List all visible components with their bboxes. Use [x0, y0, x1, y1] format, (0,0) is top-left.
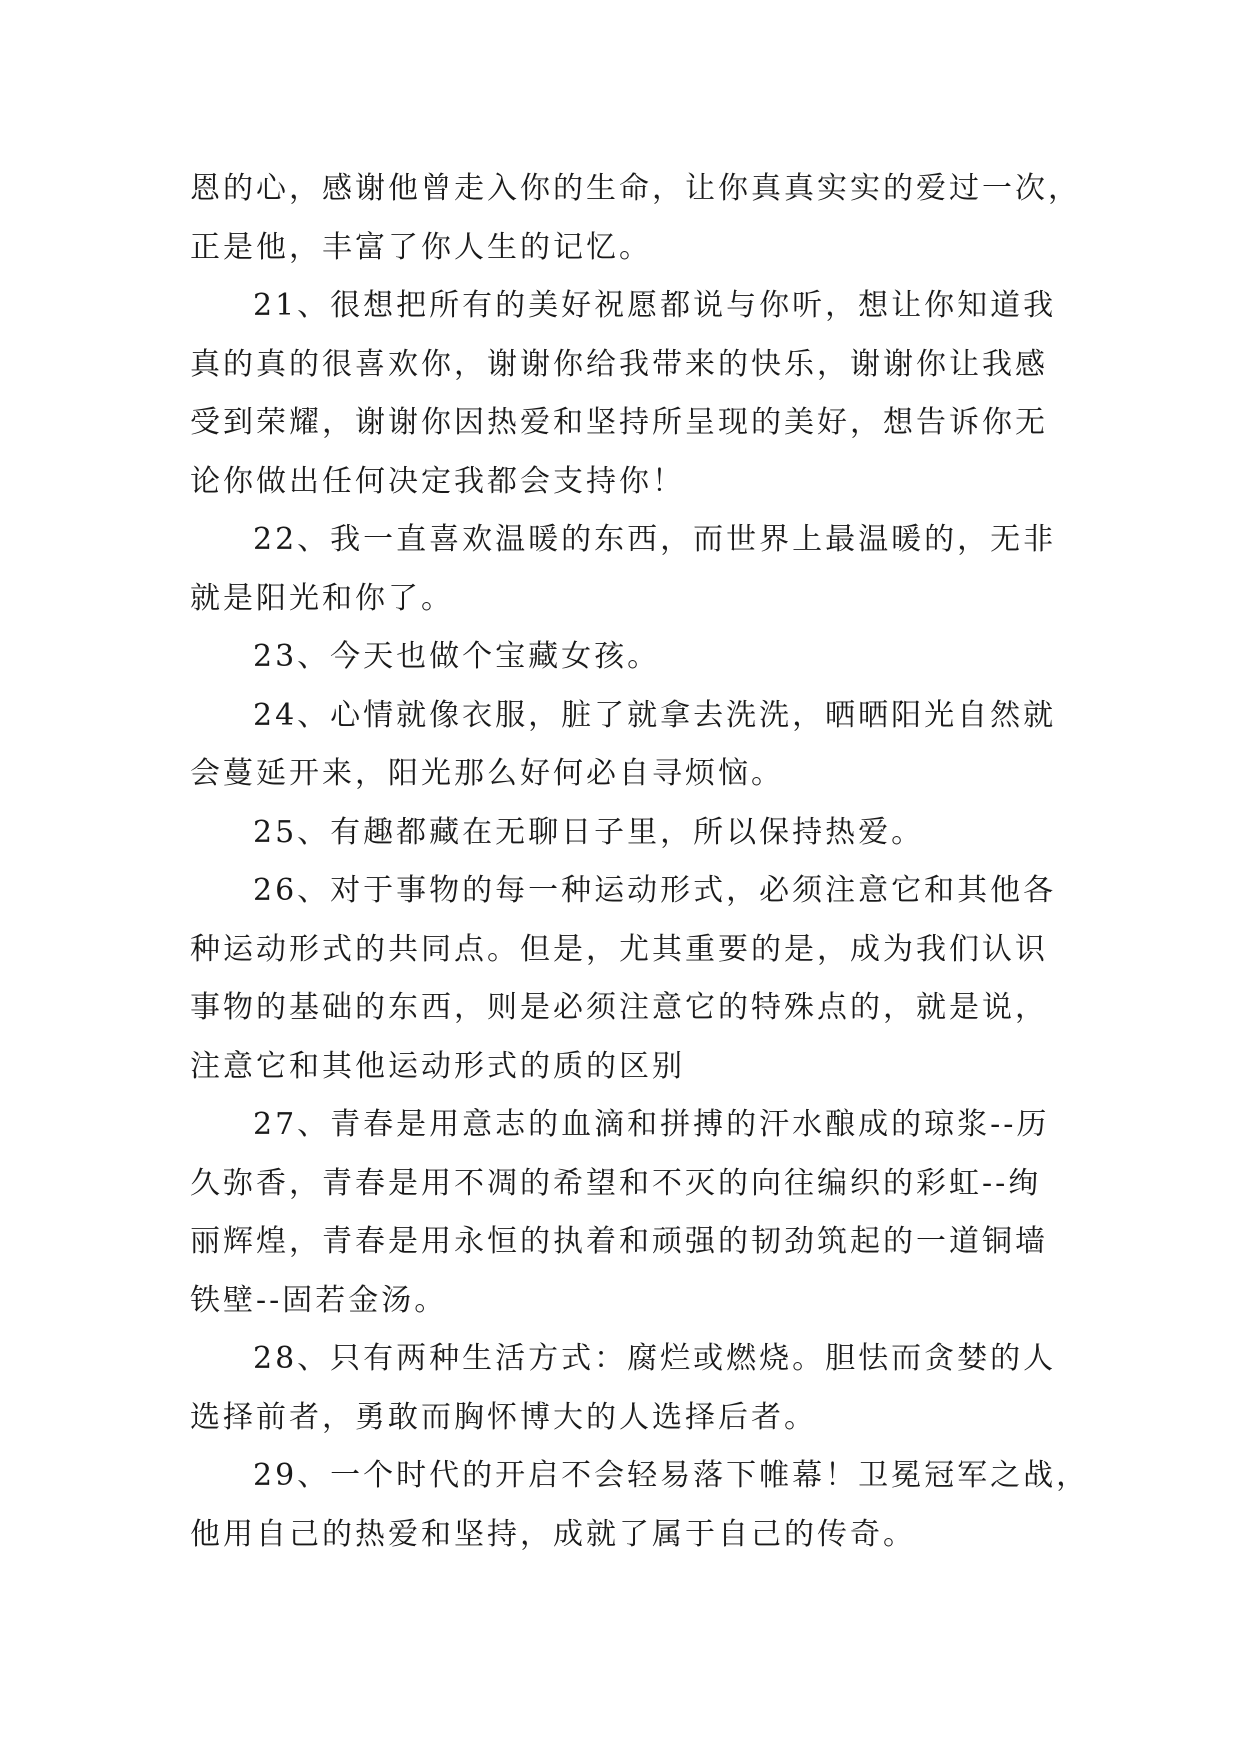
text-line: 选择前者，勇敢而胸怀博大的人选择后者。 — [190, 1399, 817, 1435]
text-line: 种运动形式的共同点。但是，尤其重要的是，成为我们认识 — [190, 931, 1048, 967]
text-line: 注意它和其他运动形式的质的区别 — [190, 1048, 685, 1084]
paragraph-24 — [190, 687, 1070, 804]
text-line: 22、我一直喜欢温暖的东西，而世界上最温暖的，无非 — [253, 522, 1057, 557]
text-line: 23、今天也做个宝藏女孩。 — [253, 639, 661, 674]
text-line: 27、青春是用意志的血滴和拼搏的汗水酿成的琼浆--历 — [253, 1107, 1050, 1142]
text-line: 正是他，丰富了你人生的记忆。 — [190, 229, 652, 265]
text-line: 28、只有两种生活方式：腐烂或燃烧。胆怯而贪婪的人 — [253, 1341, 1057, 1376]
text-line: 26、对于事物的每一种运动形式，必须注意它和其他各 — [253, 873, 1057, 908]
text-line: 他用自己的热爱和坚持，成就了属于自己的传奇。 — [190, 1516, 916, 1552]
text-line: 21、很想把所有的美好祝愿都说与你听，想让你知道我 — [253, 288, 1057, 323]
paragraph-28 — [190, 1330, 1070, 1447]
text-line: 25、有趣都藏在无聊日子里，所以保持热爱。 — [253, 814, 925, 850]
paragraph-21 — [190, 277, 1070, 511]
text-line: 铁壁--固若金汤。 — [190, 1282, 448, 1318]
paragraph-26 — [190, 862, 1070, 1096]
text-line: 丽辉煌，青春是用永恒的执着和顽强的韧劲筑起的一道铜墙 — [190, 1224, 1048, 1259]
paragraph-29 — [190, 1447, 1090, 1564]
text-line: 恩的心，感谢他曾走入你的生命，让你真真实实的爱过一次， — [190, 171, 1081, 206]
document-body — [190, 160, 1090, 1564]
text-line: 会蔓延开来，阳光那么好何必自寻烦恼。 — [190, 756, 784, 791]
text-line: 论你做出任何决定我都会支持你！ — [190, 463, 685, 499]
paragraph-23 — [190, 628, 1070, 687]
paragraph-continuation — [190, 160, 1081, 277]
text-line: 真的真的很喜欢你，谢谢你给我带来的快乐，谢谢你让我感 — [190, 346, 1048, 382]
paragraph-22 — [190, 511, 1070, 628]
text-line: 29、一个时代的开启不会轻易落下帷幕！卫冕冠军之战， — [253, 1458, 1090, 1493]
text-line: 受到荣耀，谢谢你因热爱和坚持所呈现的美好，想告诉你无 — [190, 405, 1048, 440]
text-line: 久弥香，青春是用不凋的希望和不灭的向往编织的彩虹--绚 — [190, 1165, 1042, 1201]
text-line: 事物的基础的东西，则是必须注意它的特殊点的，就是说， — [190, 990, 1048, 1025]
text-line: 24、心情就像衣服，脏了就拿去洗洗，晒晒阳光自然就 — [253, 697, 1057, 733]
paragraph-25 — [190, 804, 1070, 863]
text-line: 就是阳光和你了。 — [190, 580, 454, 616]
paragraph-27 — [190, 1096, 1070, 1330]
